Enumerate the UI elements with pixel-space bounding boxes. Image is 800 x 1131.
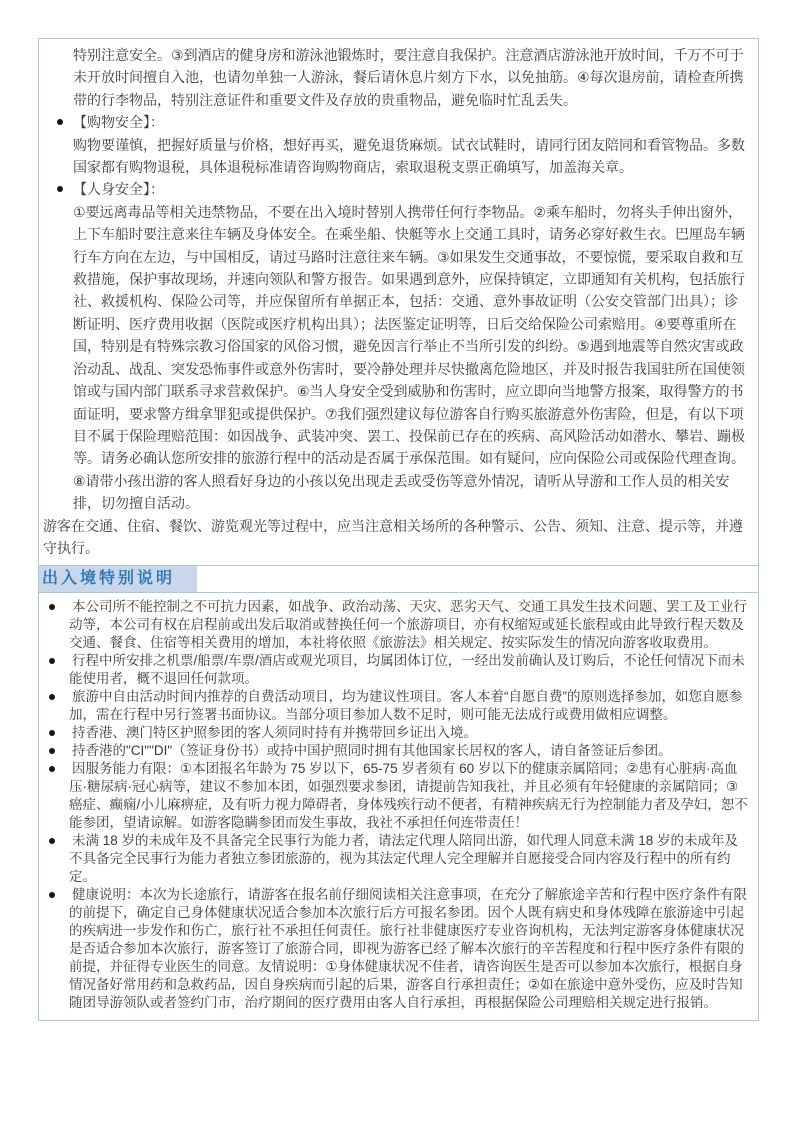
bullet-icon xyxy=(49,766,55,772)
immigration-item-text: 旅游中自由活动时间内推荐的自费活动项目，均为建议性项目。客人本着“自愿自费”的原则选择参加，如您自愿参加，需在行程中另行签署书面协议。当部分项目参加人数不足时，则可能无法成行或费用做相应调整。 xyxy=(69,689,743,723)
immigration-item-text: 持香港的"CI""DI"（签证身份书）或持中国护照同时拥有其他国家长居权的客人，请自备签证后参团。 xyxy=(72,743,672,759)
bullet-icon xyxy=(49,892,55,898)
personal-safety-heading: 【人身安全】： xyxy=(73,181,164,198)
shopping-safety-heading: 【购物安全】： xyxy=(73,114,164,131)
shopping-safety-paragraph: 购物要谨慎，把握好质量与价格，想好再买，避免退货麻烦。试衣试鞋时，请同行团友陪同和看管物品。多数国家都有购物退税，具体退税标准请咨询购物商店，索取退税支票正确填写，加盖海关章。 xyxy=(73,136,745,176)
immigration-header-row xyxy=(39,565,758,593)
list-item-shopping-safety xyxy=(43,111,748,133)
bullet-icon xyxy=(49,838,55,844)
list-item xyxy=(39,886,748,1012)
list-item xyxy=(39,652,748,688)
list-item xyxy=(39,598,748,652)
immigration-item-text: 未满 18 岁的未成年及不具备完全民事行为能力者，请法定代理人陪同出游，如代理人同意未满 18 岁的未成年及不具备完全民事行为能力者独立参团旅游的，视为其法定代理人完全理解并自愿接受合同内容及行程中的所有约定。 xyxy=(69,833,739,885)
bullet-icon xyxy=(49,730,55,736)
immigration-item-text: 健康说明：本次为长途旅行，请游客在报名前仔细阅读相关注意事项，在充分了解旅途辛苦和行程中医疗条件有限的前提下，确定自己身体健康状况适合参加本次旅行后方可报名参团。因个人既有病史和身体残障在旅游途中引起的疾病进一步发作和伤亡，旅行社不承担任何责任。旅行社非健康医疗专业咨询机构，无法判定游客身体健康状况是否适合参加本次旅行，游客签订了旅游合同，即视为游客已经了解本次旅行的辛苦程度和行程中医疗条件有限的前提，并征得专业医生的同意。友情说明：①身体健康状况不佳者，请咨询医生是否可以参加本次旅行，根据自身情况备好常用药和急救药品，因自身疾病而引起的后果，游客自行承担责任；②如在旅途中意外受伤，应及时告知随团导游领队或者签约门市，治疗期间的医疗费用由客人自行承担，再根据保险公司理赔相关规定进行报销。 xyxy=(69,887,747,1011)
bullet-icon xyxy=(57,119,63,125)
safety-continuation-paragraph: 特别注意安全。③到酒店的健身房和游泳池锻炼时，要注意自我保护。注意酒店游泳池开放时间，千万不可于未开放时间擅自入池，也请勿单独一人游泳，餐后请休息片刻方下水，以免抽筋。④每次退房前，请检查所携带的行李物品，特别注意证件和重要文件及存放的贵重物品，避免临时忙乱丢失。 xyxy=(73,47,744,108)
list-item xyxy=(39,688,748,724)
section-title-immigration: 出入境特别说明 xyxy=(39,566,197,592)
personal-safety-paragraph: ①要远离毒品等相关违禁物品，不要在出入境时替别人携带任何行李物品。②乘车船时，勿将头手伸出窗外，上下车船时要注意来往车辆及身体安全。在乘坐船、快艇等水上交通工具时，请务必穿好救生衣。巴厘岛车辆行车方向在左边，与中国相反，请过马路时注意往来车辆。③如果发生交通事故，不要惊慌，要采取自救和互救措施，保护事故现场，并速向领队和警方报告。如果遇到意外，应保持镇定，立即通知有关机构，包括旅行社、救援机构、保险公司等，并应保留所有单据正本，包括：交通、意外事故证明（公安交管部门出具）；诊断证明、医疗费用收据（医院或医疗机构出具）；法医鉴定证明等，日后交给保险公司索赔用。④要尊重所在国，特别是有特殊宗教习俗国家的风俗习惯，避免因言行举止不当所引发的纠纷。⑤遇到地震等自然灾害或政治动乱、战乱、突发恐怖事件或意外伤害时，要冷静处理并尽快撤离危险地区，并及时报告我国驻所在国使领馆或与国内部门联系寻求营救保护。⑥当人身安全受到威胁和伤害时，应立即向当地警方报案，取得警方的书面证明，要求警方缉拿罪犯或提供保护。⑦我们强烈建议每位游客自行购买旅游意外伤害险，但是，有以下项目不属于保险理赔范围：如因战争、武装冲突、罢工、投保前已存在的疾病、高风险活动如潜水、攀岩、蹦极等。请务必确认您所安排的旅游行程中的活动是否属于承保范围。如有疑问，应向保险公司或保险代理查询。⑧请带小孩出游的客人照看好身边的小孩以免出现走丢或受伤等意外情况，请听从导游和工作人员的相关安排，切勿擅自活动。 xyxy=(73,203,745,512)
list-item xyxy=(39,742,748,760)
bullet-icon xyxy=(49,604,55,610)
list-item-personal-safety xyxy=(43,178,748,200)
list-item xyxy=(39,724,748,742)
list-item xyxy=(39,832,748,886)
bullet-icon xyxy=(49,658,55,664)
bullet-icon xyxy=(49,748,55,754)
immigration-item-text: 行程中所安排之机票/船票/车票/酒店或观光项目，均属团体订位，一经出发前确认及订购后，不论任何情况下而未能使用者，概不退回任何款项。 xyxy=(69,653,745,687)
bullet-icon xyxy=(57,186,63,192)
immigration-item-text: 本公司所不能控制之不可抗力因素，如战争、政治动荡、天灾、恶劣天气、交通工具发生技术问题、罢工及工业行动等，本公司有权在启程前或出发后取消或替换任何一个旅游项目，亦有权缩短或延长旅程或由此导致行程天数及交通、餐食、住宿等相关费用的增加，本社将依照《旅游法》相关规定、按实际发生的情况向游客收取费用。 xyxy=(69,599,747,651)
travel-notice-table xyxy=(38,38,759,1021)
safety-closing-paragraph: 游客在交通、住宿、餐饮、游览观光等过程中，应当注意相关场所的各种警示、公告、须知、注意、提示等，并遵守执行。 xyxy=(43,517,743,556)
bullet-icon xyxy=(49,694,55,700)
immigration-item-text: 持香港、澳门特区护照参团的客人须同时持有并携带回乡证出入境。 xyxy=(72,725,477,741)
safety-notes-section xyxy=(39,39,758,565)
list-item xyxy=(39,760,748,832)
immigration-item-text: 因服务能力有限：①本团报名年龄为 75 岁以下，65-75 岁者须有 60 岁以下的健康亲属陪同；②患有心脏病·高血压·糖尿病·冠心病等，建议不参加本团，如强烈要求参团，请提前告知我社，并且必须有年轻健康的亲属陪同；③癌症、癫痫/小儿麻痹症，及有听力视力障碍者，身体残疾行动不便者，有精神疾病无行为控制能力者及孕妇，恕不能参团，望请谅解。如游客隐瞒参团而发生事故，我社不承担任何连带责任！ xyxy=(69,761,748,831)
immigration-notes-section xyxy=(39,593,758,1020)
